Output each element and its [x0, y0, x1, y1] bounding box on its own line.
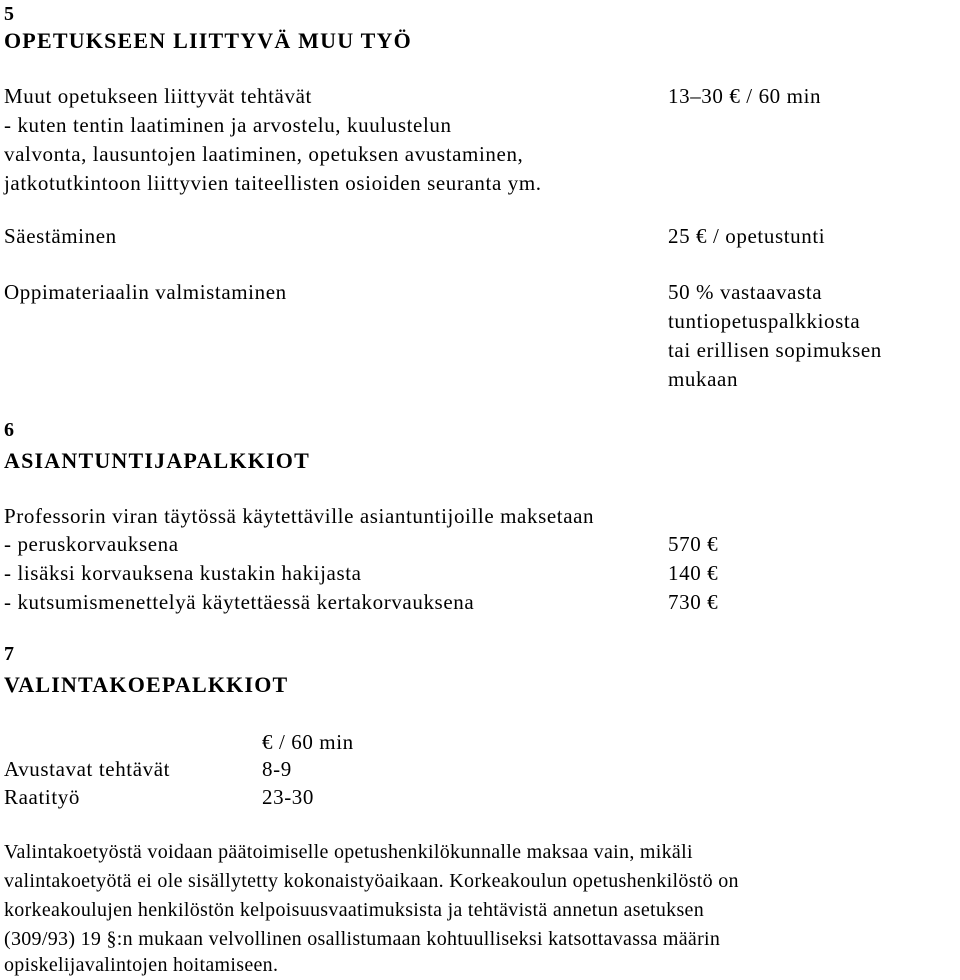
material-rate-line: tuntiopetuspalkkiosta [668, 309, 861, 333]
material-rate-line: 50 % vastaavasta [668, 280, 823, 304]
section-7-title: VALINTAKOEPALKKIOT [4, 672, 289, 697]
expert-fee-label: - kutsumismenettelyä käytettäessä kertakorvauksena [4, 590, 475, 614]
other-tasks-line: valvonta, lausuntojen laatiminen, opetuksen avustaminen, [4, 142, 524, 166]
other-tasks-line: Muut opetukseen liittyvät tehtävät [4, 84, 312, 108]
material-rate-line: mukaan [668, 367, 739, 391]
material-label: Oppimateriaalin valmistaminen [4, 280, 287, 304]
entrance-exam-row-label: Raatityö [4, 785, 80, 809]
section-5-title: OPETUKSEEN LIITTYVÄ MUU TYÖ [4, 28, 412, 53]
other-tasks-rate: 13–30 € / 60 min [668, 84, 822, 108]
expert-fee-label: - peruskorvauksena [4, 532, 179, 556]
paragraph-line: korkeakoulujen henkilöstön kelpoisuusvaatimuksista ja tehtävistä annetun asetuksen [4, 899, 705, 921]
composing-label: Säestäminen [4, 224, 117, 248]
entrance-exam-row-value: 23-30 [262, 785, 314, 809]
section-6-title: ASIANTUNTIJAPALKKIOT [4, 448, 310, 473]
paragraph-line: Valintakoetyöstä voidaan päätoimiselle opetushenkilökunnalle maksaa vain, mikäli [4, 841, 693, 863]
material-rate-line: tai erillisen sopimuksen [668, 338, 882, 362]
paragraph-line: (309/93) 19 §:n mukaan velvollinen osallistumaan kohtuulliseksi katsottavassa määrin [4, 928, 721, 950]
paragraph-line: opiskelijavalintojen hoitamiseen. [4, 954, 279, 976]
expert-fee-amount: 570 € [668, 532, 719, 556]
expert-fees-intro: Professorin viran täytössä käytettäville asiantuntijoille maksetaan [4, 504, 595, 528]
entrance-exam-row-value: 8-9 [262, 757, 292, 781]
expert-fee-amount: 730 € [668, 590, 719, 614]
section-5-number: 5 [4, 3, 15, 25]
entrance-exam-unit-header: € / 60 min [262, 730, 354, 754]
entrance-exam-row-label: Avustavat tehtävät [4, 757, 171, 781]
expert-fee-label: - lisäksi korvauksena kustakin hakijasta [4, 561, 362, 585]
composing-rate: 25 € / opetustunti [668, 224, 826, 248]
paragraph-line: valintakoetyötä ei ole sisällytetty kokonaistyöaikaan. Korkeakoulun opetushenkilöstö on [4, 870, 739, 892]
expert-fee-amount: 140 € [668, 561, 719, 585]
section-7-number: 7 [4, 643, 15, 665]
other-tasks-line: jatkotutkintoon liittyvien taiteellisten osioiden seuranta ym. [4, 171, 542, 195]
other-tasks-line: - kuten tentin laatiminen ja arvostelu, kuulustelun [4, 113, 452, 137]
section-6-number: 6 [4, 419, 15, 441]
